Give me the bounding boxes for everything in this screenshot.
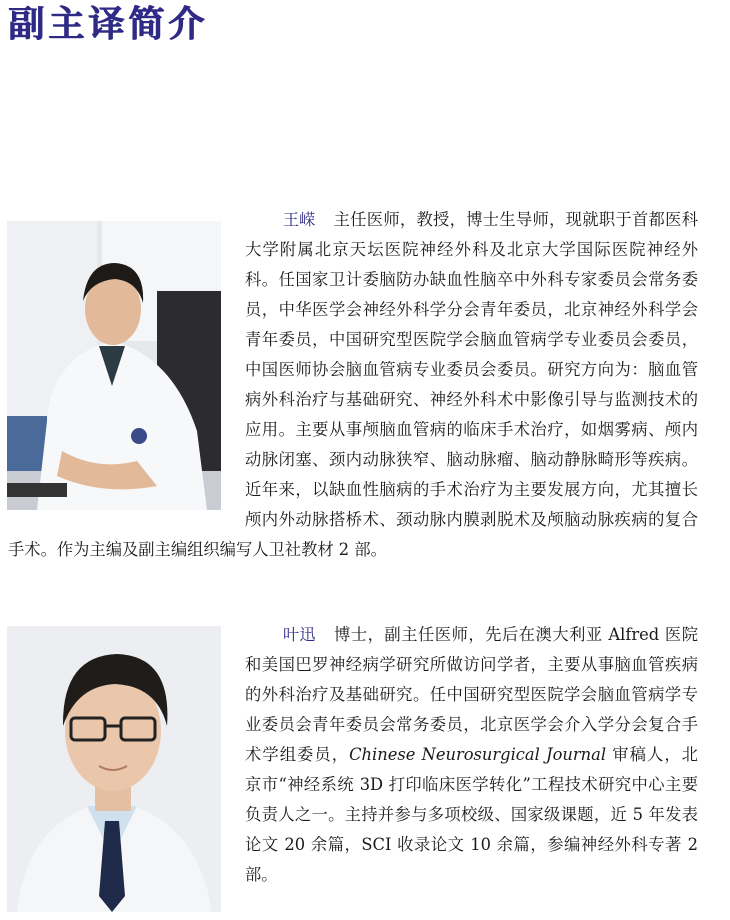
bio-text-ye-xun-1: 博士，副主任医师，先后在澳大利亚 Alfred 医院和美国巴罗神经病学研究所做访问学者，主要从事脑血管疾病的外科治疗及基础研究。任中国研究型医院学会脑血管病学专业委员会青年委员会常务委员，北京医学会介入学分会复合手术学组委员， (245, 625, 698, 764)
photo-spacer (8, 205, 245, 510)
bio-text-ye-xun-2: 审稿人，北京市“神经系统 3D 打印临床医学转化”工程技术研究中心主要负责人之一。主持并参与多项校级、国家级课题，近 5 年发表论文 20 余篇，SCI 收录论文 10 余篇，参编神经外科专著 2 部。 (245, 745, 698, 884)
name-ye-xun: 叶迅 (283, 625, 317, 644)
bio-ye-xun (8, 620, 698, 920)
bio-text-wang-rong: 主任医师，教授，博士生导师，现就职于首都医科大学附属北京天坛医院神经外科及北京大学国际医院神经外科。任国家卫计委脑防办缺血性脑卒中外科专家委员会常务委员，中华医学会神经外科学分会青年委员，北京神经外科学会青年委员，中国研究型医院学会脑血管病学专业委员会委员，中国医师协会脑血管病专业委员会委员。研究方向为：脑血管病外科治疗与基础研究、神经外科术中影像引导与监测技术的应用。主要从事颅脑血管病的临床手术治疗，如烟雾病、颅内动脉闭塞、颈内动脉狭窄、脑动脉瘤、脑动静脉畸形等疾病。近年来，以缺血性脑病的手术治疗为主要发展方向，尤其擅长颅内外动脉搭桥术、颈动脉内膜剥脱术及颅脑动脉疾病的复合手术。作为主编及副主编组织编写人卫社教材 2 部。 (8, 210, 698, 559)
bio-wang-rong (8, 205, 698, 565)
photo-spacer (8, 620, 245, 920)
page-title: 副主译简介 (8, 4, 209, 45)
journal-name: Chinese Neurosurgical Journal (349, 745, 607, 764)
name-wang-rong: 王嵘 (283, 210, 316, 229)
